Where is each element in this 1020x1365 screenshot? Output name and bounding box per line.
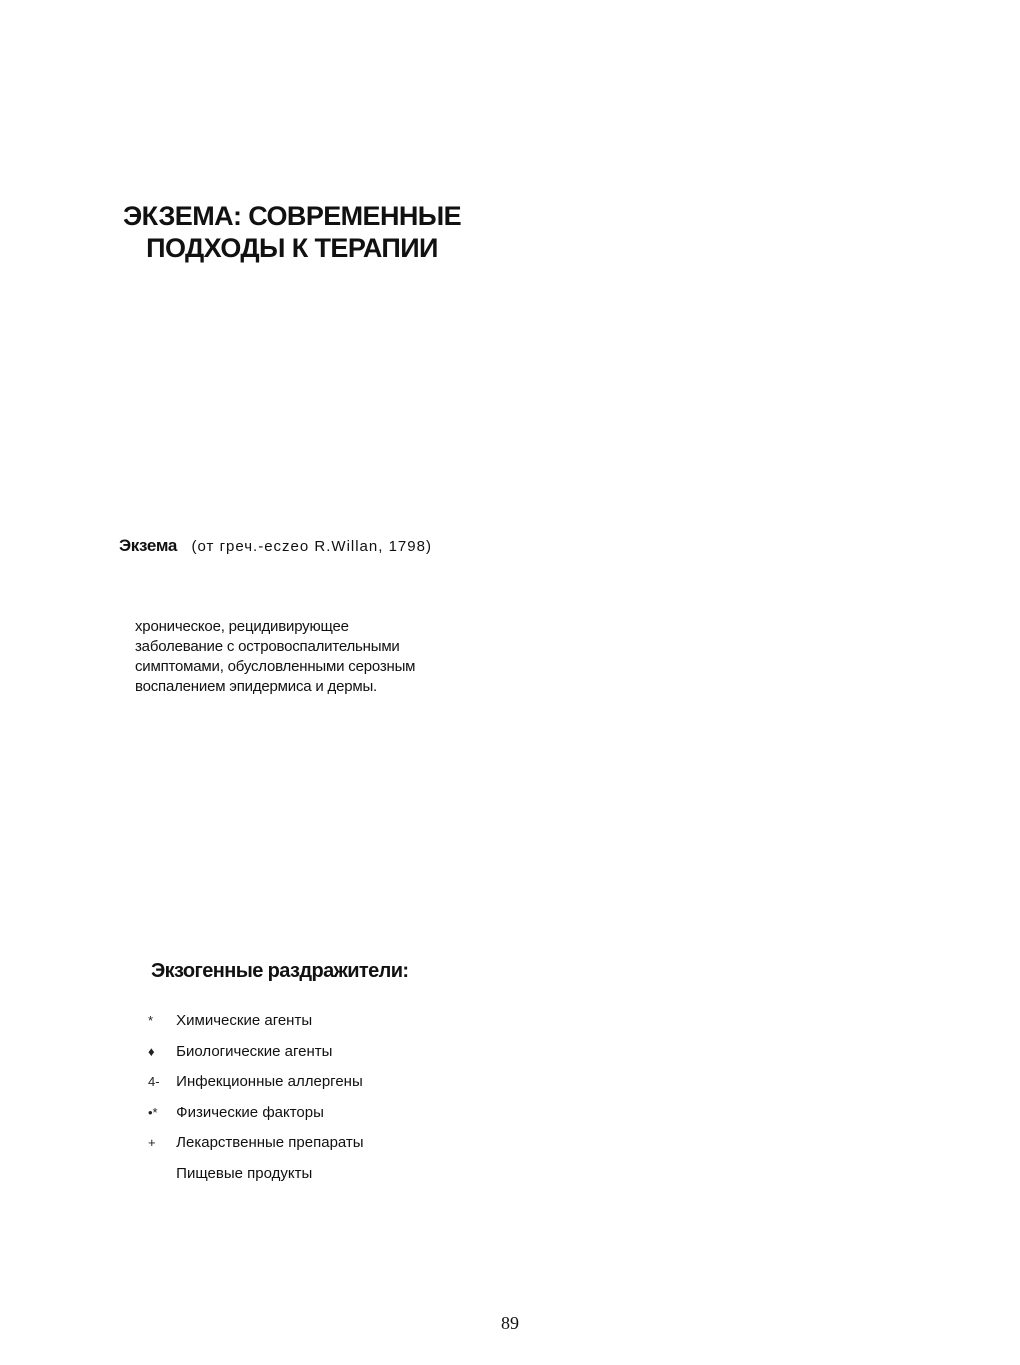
list-item-label: Биологические агенты xyxy=(176,1042,333,1060)
title-line-1: ЭКЗЕМА: СОВРЕМЕННЫЕ xyxy=(123,201,461,231)
page-title xyxy=(112,200,472,264)
asterisk-bullet-icon: * xyxy=(148,1013,154,1028)
list-item xyxy=(148,1041,364,1072)
list-item-label: Лекарственные препараты xyxy=(176,1134,364,1152)
term-word: Экзема xyxy=(119,536,178,555)
irritants-list xyxy=(148,1010,364,1194)
definition-text xyxy=(135,617,495,697)
irritants-heading: Экзогенные раздражители: xyxy=(151,960,409,982)
title-line-2: ПОДХОДЫ К ТЕРАПИИ xyxy=(146,233,438,263)
list-item xyxy=(148,1071,364,1102)
definition-line: симптомами, обусловленными серозным xyxy=(135,658,416,675)
list-item-label: Химические агенты xyxy=(176,1012,313,1029)
list-item-label: Физические факторы xyxy=(176,1103,324,1121)
list-item xyxy=(148,1163,364,1194)
definition-line: хроническое, рецидивирующее xyxy=(135,618,349,635)
term-etymology: (от греч.-eczeo R.Willan, 1798) xyxy=(191,538,432,555)
list-item xyxy=(148,1102,364,1133)
list-item xyxy=(148,1010,364,1041)
list-item-label: Пищевые продукты xyxy=(176,1164,313,1182)
arrow-bullet-icon: 4- xyxy=(148,1074,160,1090)
definition-line: воспалением эпидермиса и дермы. xyxy=(135,678,378,695)
list-item xyxy=(148,1132,364,1163)
dot-bullet-icon: •* xyxy=(148,1104,158,1120)
term-definition-header xyxy=(119,536,432,557)
definition-line: заболевание с островоспалительными xyxy=(135,638,400,655)
plus-bullet-icon: + xyxy=(148,1135,156,1151)
page-number: 89 xyxy=(501,1313,519,1333)
list-item-label: Инфекционные аллергены xyxy=(176,1073,363,1091)
diamond-bullet-icon: ♦ xyxy=(148,1043,155,1059)
